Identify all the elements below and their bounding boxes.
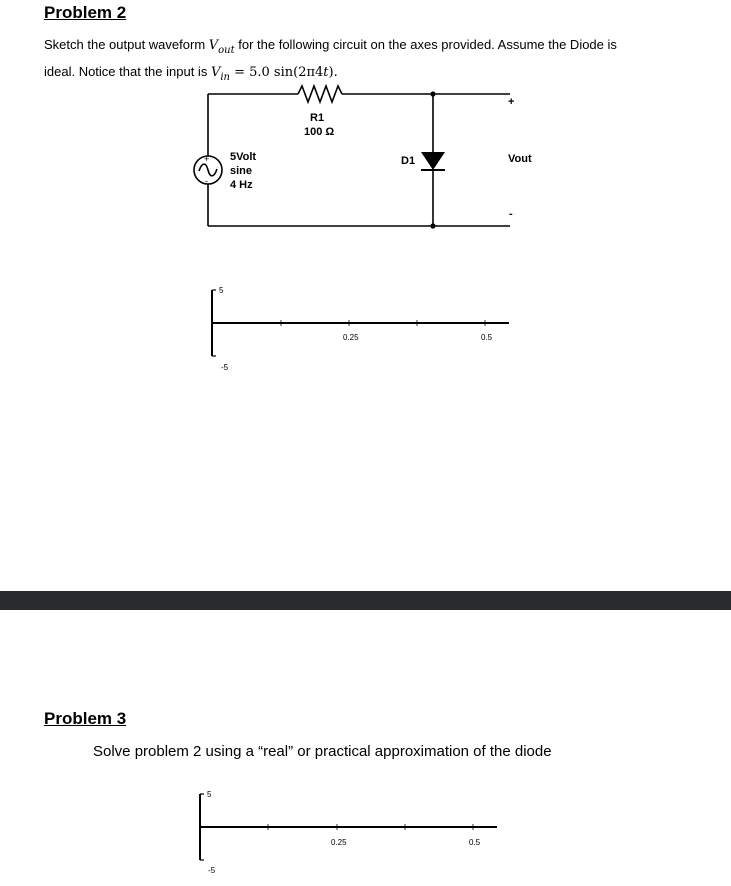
problem2-title: Problem 2 bbox=[44, 3, 127, 22]
source-label-voltage: 5Volt bbox=[230, 151, 257, 163]
diode-name: D1 bbox=[401, 155, 416, 167]
problem2-line1-text-a: Sketch the output waveform bbox=[44, 37, 209, 52]
problem2-line1-text-b: for the following circuit on the axes provided. Assume the Diode is bbox=[234, 37, 617, 52]
problem3-title: Problem 3 bbox=[44, 709, 127, 728]
p3-x-label-05: 0.5 bbox=[469, 838, 481, 847]
resistor-name: R1 bbox=[310, 112, 325, 124]
p2-y-label-top: 5 bbox=[219, 286, 224, 295]
output-plus: + bbox=[508, 96, 515, 108]
vout-symbol: $V_{out}$ bbox=[208, 38, 235, 56]
p3-x-label-025: 0.25 bbox=[331, 838, 347, 847]
p3-y-label-top: 5 bbox=[207, 790, 212, 799]
output-minus: - bbox=[509, 208, 513, 220]
vin-equation: $V_{in} = 5.0$ sin(2π4t). bbox=[210, 65, 338, 83]
problem2-line2-text: ideal. Notice that the input is bbox=[44, 64, 211, 79]
source-minus: - bbox=[205, 176, 208, 186]
source-plus: + bbox=[204, 154, 210, 164]
p2-y-label-bottom: -5 bbox=[221, 363, 229, 372]
problem3-statement: Solve problem 2 using a “real” or practical approximation of the diode bbox=[93, 743, 552, 760]
output-label: Vout bbox=[508, 153, 532, 165]
resistor-value: 100 Ω bbox=[304, 126, 335, 138]
p2-x-label-025: 0.25 bbox=[343, 333, 359, 342]
p3-y-label-bottom: -5 bbox=[208, 866, 216, 875]
source-label-freq: 4 Hz bbox=[230, 179, 253, 191]
source-label-type: sine bbox=[230, 165, 253, 177]
p2-x-label-05: 0.5 bbox=[481, 333, 493, 342]
